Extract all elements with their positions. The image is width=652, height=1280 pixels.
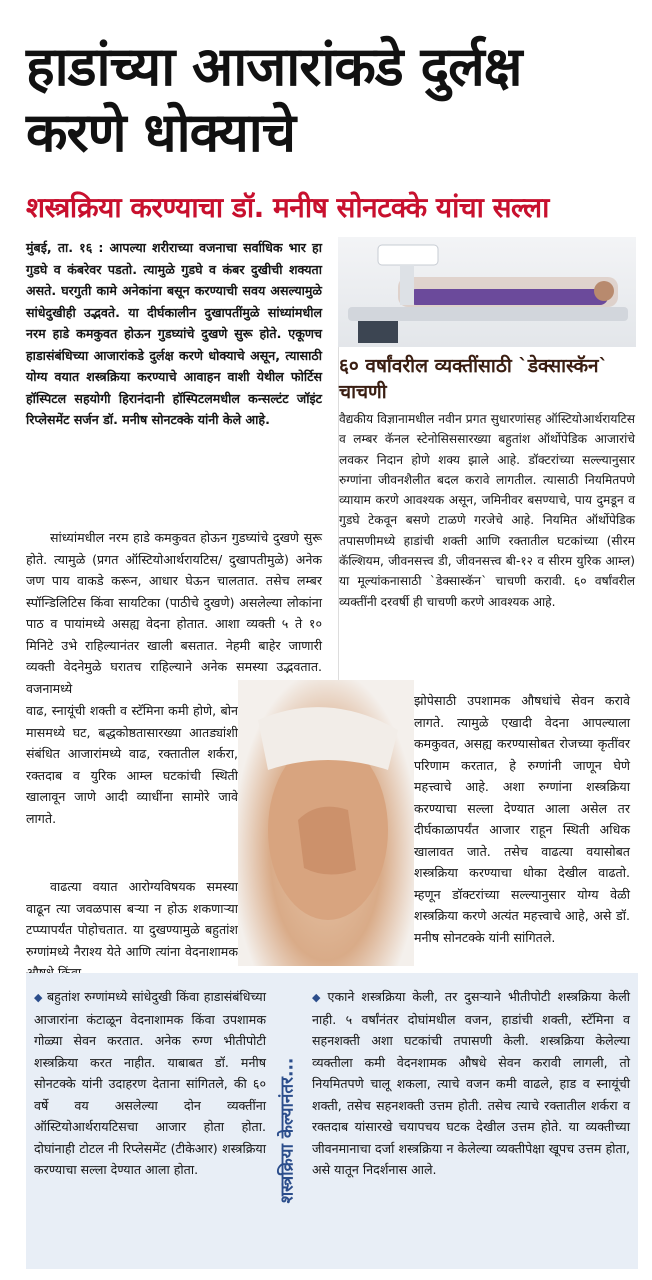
subheadline: शस्त्रक्रिया करण्याचा डॉ. मनीष सोनटक्के यांचा सल्ला (26, 191, 549, 224)
bullet-right-text: एकाने शस्त्रक्रिया केली, तर दुसऱ्याने भीतीपोटी शस्त्रक्रिया केली नाही. ५ वर्षांनंतर दोघांमधील वजन, हाडांची शक्ती, स्टॅमिना व सहनशक्ती अशा घटकांची तपासणी केली. शस्त्रक्रिया केलेल्या व्यक्तीला कमी वेदनशामक औषधे सेवन करावी लागली, तो नियमितपणे चालू शकला, त्याचे वजन कमी वाढले, हाड व स्नायूंची शक्ती, तसेच सहनशक्ती उत्तम होती. तसेच त्याचे रक्तातील शर्करा व रक्तदाब यांसारखे चयापचय घटक देखील उत्तम होते. या व्यक्तीच्या जीवनमानाचा दर्जा शस्त्रक्रिया न केलेल्या व्यक्तीपेक्षा खूपच उत्तम होता, असे यातून निदर्शनास आले. (312, 989, 630, 1177)
knee-pain-photo (238, 680, 414, 966)
body-paragraph-3 (26, 876, 238, 984)
dexa-scan-photo (338, 237, 636, 347)
bottom-left-text (34, 986, 266, 1181)
body-text-3: वाढत्या वयात आरोग्यविषयक समस्या वाढून त्या जवळपास बऱ्या न होऊ शकणाऱ्या टप्प्यापर्यंत पोहोचतात. या दुखण्यामुळे बहुतांश रुग्णांमध्ये नैराश्य येते आणि त्यांना वेदनाशामक (26, 879, 238, 959)
sidebox-text: वैद्यकीय विज्ञानामधील नवीन प्रगत सुधारणांसह ऑस्टियोआर्थरायटिस व लम्बर कॅनल स्टेनोसिससारख्या बहुतांश ऑर्थोपेडिक आजारांचे लवकर निदान होणे शक्य झाले आहे. डॉक्टरांच्या सल्ल्यानुसार रुग्णांना जीवनशैलीत बदल करावे लागतील. त्यासाठी नियमितपणे व्यायाम करणे आवश्यक असून, जमिनीवर बसण्याचे, पाय दुमडून व गुडघे टेकवून बसणे टाळणे गरजेचे आहे. नियमित ऑर्थोपेडिक तपासणीमध्ये हाडांची शक्ती आणि रक्तातील घटकांच्या (सीरम कॅल्शियम, जीवनसत्त्व डी, जीवनसत्त्व बी-१२ व सीरम युरिक आम्ल) या मूल्यांकनासाठी `डेक्सास्कॅन` चाचणी करावी. ६० वर्षांवरील व्यक्तींनी दरवर्षी ही चाचणी करणे आवश्यक आहे. (339, 412, 635, 609)
body-paragraph-4 (414, 690, 630, 948)
knee-illustration (238, 680, 414, 966)
lead-text: मुंबई, ता. १६ : आपल्या शरीराच्या वजनाचा सर्वाधिक भार हा गुडघे व कंबरेवर पडतो. त्यामुळे गुडघे व कंबर दुखीची शक्यता असते. घरगुती कामे अनेकांना बसून करण्याची सवय असल्यामुळे सांधेदुखीही उद्भवते. या दीर्घकालीन दुखापतींमुळे सांध्यांमधील नरम हाडे कमकुवत होऊन गुडघ्यांचे दुखणे सुरू होते. एकूणच हाडासंबंधिच्या आजारांकडे दुर्लक्ष करणे धोक्याचे असून, त्यासाठी योग्य वयात शस्त्रक्रिया करण्याचे आवाहन वाशी येथील फोर्टिस हॉस्पिटल सहयोगी हिरानंदानी हॉस्पिटलमधील कन्सल्टंट जॉइंट रिप्लेसमेंट सर्जन डॉ. मनीष सोनटक्के यांनी केले आहे. (26, 240, 322, 427)
vertical-label (266, 1005, 306, 1255)
body-text-4: झोपेसाठी उपशामक औषधांचे सेवन करावे लागते. त्यामुळे एखादी वेदना आपल्याला कमकुवत, असह्य करण्यासोबत रोजच्या कृतींवर परिणाम करतात, हे रुग्णांनी जाणून घेणे महत्त्वाचे आहे. अशा रुग्णांना शस्त्रक्रिया करण्याचा सल्ला देण्यात आला असेल तर दीर्घकाळापर्यंत आजार राहून स्थिती अधिक खालावत जाते. तसेच वाढत्या वयासोबत शस्त्रक्रिया करण्याचा धोका देखील वाढतो. म्हणून डॉक्टरांच्या सल्ल्यानुसार योग्य वेळी शस्त्रक्रिया करणे अत्यंत महत्त्वाचे आहे, असे डॉ. मनीष सोनटक्के यांनी सांगितले. (414, 693, 630, 945)
body-paragraph-2 (26, 700, 238, 829)
body-text-2: वाढ, स्नायूंची शक्ती व स्टॅमिना कमी होणे, बोन मासमध्ये घट, बद्धकोष्ठतासारख्या आतड्यांशी संबंधित आजारांमध्ये वाढ, रक्तातील शर्करा, रक्तदाब व युरिक आम्ल घटकांची स्थिती खालावून जाणे आदी व्याधींना सामोरे जावे लागते. (26, 703, 238, 826)
scan-machine-illustration (338, 237, 636, 347)
bullet-left-text: बहुतांश रुग्णांमध्ये सांधेदुखी किंवा हाडासंबंधिच्या आजारांना कंटाळून वेदनाशामक किंवा उपशामक गोळ्या सेवन करतात. अनेक रुग्ण भीतीपोटी शस्त्रक्रिया करत नाहीत. याबाबत डॉ. मनीष सोनटक्के यांनी उदाहरण देताना सांगितले, की ६० वर्षे वय असलेल्या दोन व्यक्तींना ऑस्टियोआर्थरायटिसचा आजार होता होता. दोघांनाही टोटल नी रिप्लेसमेंट (टीकेआर) शस्त्रक्रिया करण्याचा सल्ला देण्यात आला होता. (34, 989, 266, 1177)
sidebox-body (339, 409, 635, 612)
body-paragraph-1 (26, 527, 322, 699)
dexascan-sidebox (338, 347, 639, 682)
sidebox-title: ६० वर्षांवरील व्यक्तींसाठी `डेक्सास्कॅन` चाचणी (339, 355, 609, 403)
lead-paragraph (26, 237, 322, 431)
after-surgery-label: शस्त्रक्रिया केल्यानंतर... (277, 1057, 298, 1203)
headline: हाडांच्या आजारांकडे दुर्लक्ष करणे धोक्याचे (26, 35, 522, 164)
body-text-1: सांध्यांमधील नरम हाडे कमकुवत होऊन गुडघ्यांचे दुखणे सुरू होते. त्यामुळे (प्रगत ऑस्टियोआर्थरायटिस/ दुखापतीमुळे) अनेक जण पाय वाकडे करून, आधार घेऊन चालतात. तसेच लम्बर स्पॉन्डिलिटिस किंवा सायटिका (पाठीचे दुखणे) असलेल्या लोकांना पाठ व पायांमध्ये असह्य वेदना होतात. आशा व्यक्ती ५ ते १० मिनिटे उभे राहिल्यानंतर खाली बसतात. नेहमी बाहेर जाणारी व्यक्ती वेदनेमुळे घरातच राहिल्याने अनेक समस्या उद्भवतात. वजनामध्ये (26, 530, 322, 696)
diamond-bullet-icon: ◆ (34, 991, 43, 1004)
diamond-bullet-icon: ◆ (312, 991, 324, 1004)
bottom-right-text (312, 986, 630, 1181)
bottom-left-column (34, 986, 266, 1181)
bottom-right-column (312, 986, 630, 1181)
